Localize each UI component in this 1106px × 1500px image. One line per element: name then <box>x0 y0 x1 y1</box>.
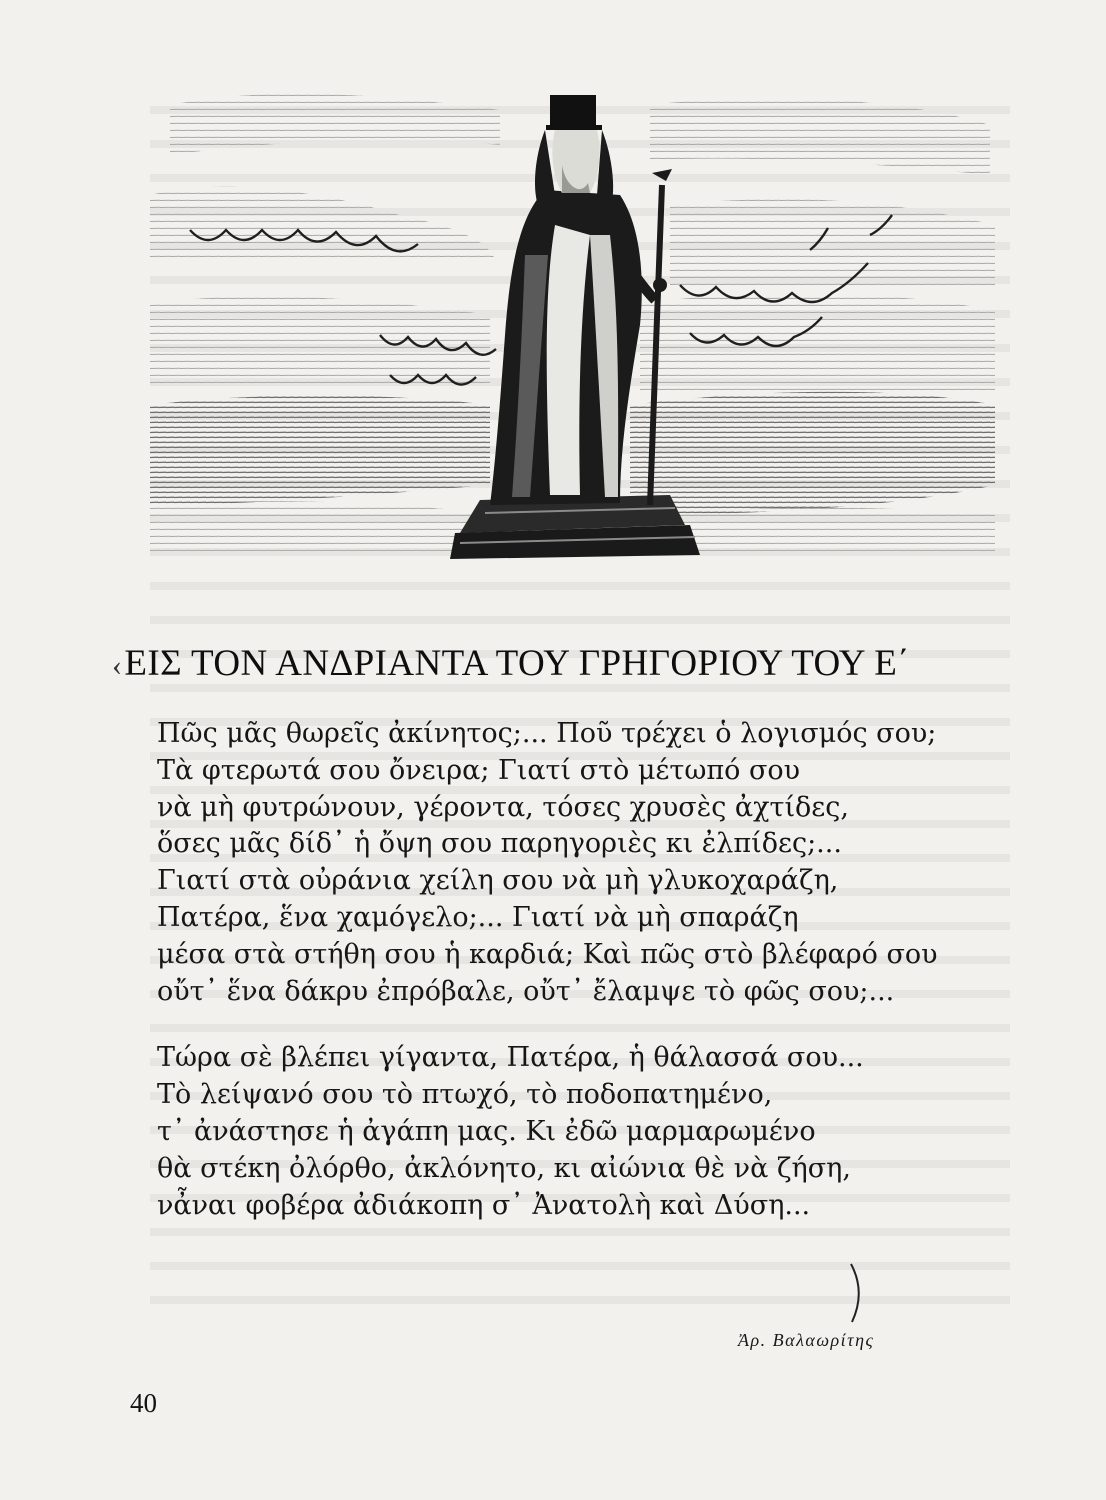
poem-body <box>157 716 1017 1224</box>
poem-line: τ᾽ ἀνάστησε ἡ ἀγάπη μας. Κι ἐδῶ μαρμαρωμένο <box>157 1115 816 1147</box>
closing-bracket-mark <box>848 1262 870 1324</box>
stanza <box>157 1040 1017 1224</box>
poem-line: θὰ στέκη ὀλόρθο, ἀκλόνητο, κι αἰώνια θὲ νὰ ζήση, <box>157 1152 851 1184</box>
poem-line: Τὰ φτερωτά σου ὄνειρα; Γιατί στὸ μέτωπό σου <box>157 754 801 786</box>
stanza-gap <box>157 1010 1017 1040</box>
poem-line: ὅσες μᾶς δίδ᾽ ἡ ὄψη σου παρηγοριὲς κι ἐλπίδες;... <box>157 828 842 860</box>
pedestal <box>450 495 700 559</box>
statue-illustration <box>150 85 995 565</box>
page-number: 40 <box>130 1388 157 1418</box>
poem-line: νἆναι φοβέρα ἀδιάκοπη σ᾽ Ἀνατολὴ καὶ Δύση... <box>157 1189 811 1221</box>
stanza <box>157 716 1017 1010</box>
poem-line: οὔτ᾽ ἕνα δάκρυ ἐπρόβαλε, οὔτ᾽ ἔλαμψε τὸ φῶς σου;... <box>157 975 895 1007</box>
poem-line: Γιατί στὰ οὐράνια χείλη σου νὰ μὴ γλυκοχαράζη, <box>157 865 839 897</box>
poem-line: μέσα στὰ στήθη σου ἡ καρδιά; Καὶ πῶς στὸ βλέφαρό σου <box>157 938 938 970</box>
title-bracket-mark: ‹ <box>112 649 123 682</box>
poem-title <box>112 642 1102 685</box>
poem-line: νὰ μὴ φυτρώνουν, γέροντα, τόσες χρυσὲς ἀχτίδες, <box>157 791 849 823</box>
poem-line: Πῶς μᾶς θωρεῖς ἀκίνητος;... Ποῦ τρέχει ὁ λογισμός σου; <box>157 718 937 749</box>
poem-line: Πατέρα, ἕνα χαμόγελο;... Γιατί νὰ μὴ σπαράζη <box>157 901 799 933</box>
poem-line: Τώρα σὲ βλέπει γίγαντα, Πατέρα, ἡ θάλασσά σου... <box>157 1042 864 1074</box>
author-signature: Ἀρ. Βαλαωρίτης <box>738 1330 875 1350</box>
poem-line: Τὸ λείψανό σου τὸ πτωχό, τὸ ποδοπατημένο, <box>157 1079 773 1111</box>
poem-title-text: ΕΙΣ ΤΟΝ ΑΝΔΡΙΑΝΤΑ ΤΟΥ ΓΡΗΓΟΡΙΟΥ ΤΟΥ Ε΄ <box>124 643 910 684</box>
